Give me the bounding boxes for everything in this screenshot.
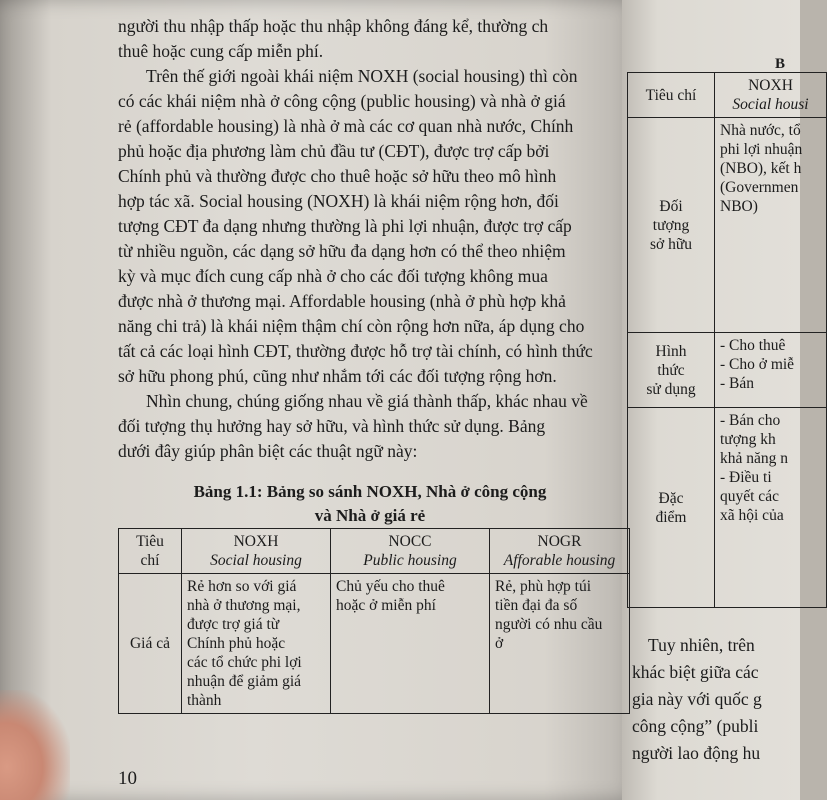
cell-line: Chủ yếu cho thuê [336,578,445,595]
table-cell [331,574,490,714]
text-line: khác biệt giữa các [632,662,759,682]
header-subtext: Public housing [363,552,457,569]
label-line: sở hữu [649,235,692,253]
cell-line: quyết các [720,488,779,505]
cell-line: - Cho ở miễ [720,356,795,373]
table-cell [182,574,331,714]
cell-line: khả năng n [720,450,789,467]
header-subtext: Social housi [732,96,809,113]
cell-line: - Cho thuê [720,337,786,354]
row-label [628,333,715,408]
caption-line: Bảng 1.1: Bảng so sánh NOXH, Nhà ở công cộng [193,482,547,501]
cell-line: (Governmen [720,179,799,196]
text-line: rẻ (affordable housing) là nhà ở mà các cơ quan nhà nước, Chính [118,116,574,136]
cell-line: Chính phủ hoặc [187,635,286,652]
text-line: từ nhiều nguồn, các dạng sở hữu đa dạng hơn có thể theo nhiệm [118,241,566,261]
text-line: người lao động hu [632,743,761,763]
label-line: Hình [655,342,687,360]
header-noxh [182,529,331,574]
table-row [628,408,827,608]
text-line: hợp tác xã. Social housing (NOXH) là khái niệm rộng hơn, đối [118,191,559,211]
text-line: Trên thế giới ngoài khái niệm NOXH (social housing) thì còn [146,66,578,86]
comparison-table [118,528,630,714]
header-subtext: Afforable housing [503,552,616,569]
header-text: NOXH [748,77,793,94]
header-subtext: Social housing [210,552,302,569]
table-cell [715,118,827,333]
cell-line: - Bán [720,375,755,392]
label-line: Đối [659,197,683,215]
caption-line: và Nhà ở giá rẻ [314,506,426,525]
cell-line: NBO) [720,198,758,215]
right-table [627,72,827,608]
cell-line: hoặc ở miễn phí [336,597,436,614]
label-line: tượng [652,216,690,234]
cell-line: - Điều ti [720,469,772,486]
label-line: điểm [655,508,687,526]
cell-line: người có nhu cầu [495,616,603,633]
text-line: phủ hoặc địa phương làm chủ đầu tư (CĐT), được trợ cấp bởi [118,141,550,161]
header-nocc [331,529,490,574]
header-criteria [119,529,182,574]
text-line: người thu nhập thấp hoặc thu nhập không đáng kể, thường ch [118,16,549,36]
label-line: sử dụng [646,380,696,398]
header-text: NOGR [537,533,582,550]
text-line: thuê hoặc cung cấp miễn phí. [118,41,324,61]
table-cell [715,333,827,408]
cell-line: nhà ở thương mại, [187,597,301,614]
text-line: Tuy nhiên, trên [648,635,755,655]
label-line: Đặc [658,489,684,507]
text-line: dưới đây giúp phân biệt các thuật ngữ này: [118,441,418,461]
cell-line: phi lợi nhuận [720,141,803,158]
table-header-row [119,529,630,574]
text-line: sở hữu phong phú, cũng như nhắm tới các đối tượng rộng hơn. [118,366,557,386]
text-line: gia này với quốc g [632,689,762,709]
cell-line: Nhà nước, tổ [720,122,801,139]
header-nogr [490,529,630,574]
header-criteria: Tiêu chí [628,73,715,118]
cell-line: thành [187,692,222,709]
text-line: Nhìn chung, chúng giống nhau về giá thành thấp, khác nhau về [146,391,588,411]
header-text: Tiêu [136,533,164,550]
cell-line: ở [495,635,504,652]
text-line: công cộng” (publi [632,716,759,736]
text-line: Chính phủ và thường được cho thuê hoặc sở hữu theo mô hình [118,166,557,186]
label-line: thức [657,361,685,379]
text-line: đối tượng thụ hưởng hay sở hữu, và hình thức sử dụng. Bảng [118,416,546,436]
header-noxh [715,73,827,118]
cell-line: Rẻ, phù hợp túi [495,578,592,595]
text-line: tượng CĐT đa dạng nhưng thường là phi lợi nhuận, được trợ cấp [118,216,572,236]
table-row [628,118,827,333]
right-body-text [632,632,762,767]
table-row [119,574,630,714]
text-line: được nhà ở thương mại. Affordable housing (nhà ở phù hợp khả [118,291,566,311]
table-caption [140,480,600,528]
table-cell [715,408,827,608]
text-line: có các khái niệm nhà ở công cộng (public housing) và nhà ở giá [118,91,566,111]
cell-line: - Bán cho [720,412,781,429]
cell-line: Rẻ hơn so với giá [187,578,297,595]
text-line: kỳ và mục đích cung cấp nhà ở cho các đối tượng không mua [118,266,548,286]
cell-line: các tổ chức phi lợi [187,654,302,671]
cell-line: (NBO), kết h [720,160,802,177]
page-number: 10 [118,768,137,789]
row-label [628,118,715,333]
cell-line: tượng kh [720,431,776,448]
corner-mark: B [775,56,786,72]
table-cell [490,574,630,714]
row-label [628,408,715,608]
table-header-row [628,73,827,118]
cell-line: tiền đại đa số [495,597,578,614]
body-text [118,14,623,464]
row-label: Giá cả [119,574,182,714]
header-text: NOCC [388,533,432,550]
text-line: tất cả các loại hình CĐT, thường được hỗ trợ tài chính, có hình thức [118,341,593,361]
text-line: năng chi trả) là khái niệm thậm chí còn rộng hơn nữa, áp dụng cho [118,316,585,336]
cell-line: nhuận để giảm giá [187,673,302,690]
header-text: NOXH [233,533,279,550]
cell-line: xã hội của [720,507,784,524]
finger-thumb [0,690,70,800]
header-text: chí [140,552,160,569]
table-row [628,333,827,408]
cell-line: được trợ giá từ [187,616,280,633]
